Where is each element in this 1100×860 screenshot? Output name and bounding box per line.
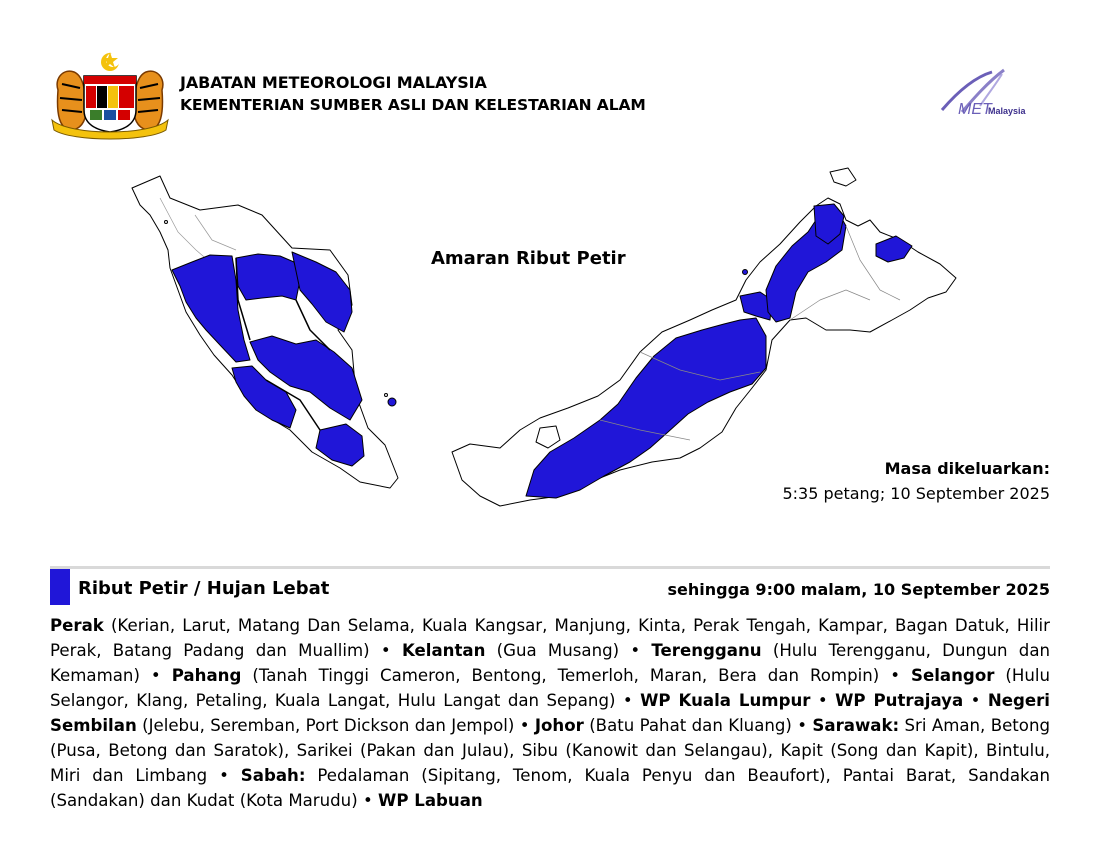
- area-district-list: (Kerian, Larut, Matang Dan Selama, Kuala Kangsar, Manjung, Kinta, Perak Tengah, Kampar, Bagan Datuk, Hilir Perak, Batang Padang dan Muallim): [50, 616, 1050, 660]
- area-state-name: Perak: [50, 616, 104, 635]
- area-state-name: Kelantan: [401, 641, 486, 660]
- area-district-list: (Gua Musang): [485, 641, 631, 660]
- logo-text-main: MET: [958, 101, 992, 118]
- warning-type-label: Ribut Petir / Hujan Lebat: [78, 578, 330, 599]
- area-state-name: Pahang: [171, 666, 242, 685]
- area-district-list: (Batu Pahat dan Kluang): [583, 716, 798, 735]
- area-separator: •: [622, 691, 641, 710]
- peninsular-malaysia-map: [132, 176, 398, 488]
- area-separator: •: [362, 791, 379, 810]
- area-district-list: (Hulu Terengganu, Dungun dan Kemaman): [50, 641, 1051, 685]
- area-separator: •: [519, 716, 535, 735]
- area-state-name: Sabah:: [240, 766, 306, 785]
- area-separator: •: [630, 641, 652, 660]
- issued-time-label: Masa dikeluarkan:: [884, 459, 1050, 478]
- logo-text-sub: Malaysia: [988, 106, 1026, 116]
- area-district-list: [963, 691, 970, 710]
- section-divider: [50, 566, 1050, 569]
- kelantan-warning-region: [236, 254, 300, 300]
- area-state-name: Negeri Sembilan: [50, 691, 1050, 735]
- area-district-list: (Jelebu, Seremban, Port Dickson dan Jempol): [136, 716, 520, 735]
- area-separator: •: [380, 641, 402, 660]
- area-separator: •: [797, 716, 813, 735]
- area-state-name: WP Kuala Lumpur: [640, 691, 811, 710]
- ministry-name: KEMENTERIAN SUMBER ASLI DAN KELESTARIAN ALAM: [180, 96, 646, 114]
- organization-name: JABATAN METEOROLOGI MALAYSIA: [180, 73, 487, 92]
- area-district-list: Sri Aman, Betong (Pusa, Betong dan Saratok), Sarikei (Pakan dan Julau), Sibu (Kanowit dan Selangau), Kapit (Song dan Kapit), Bintulu, Miri dan Limbang: [50, 716, 1050, 785]
- area-separator: •: [970, 691, 988, 710]
- area-separator: •: [219, 766, 241, 785]
- area-district-list: [810, 691, 817, 710]
- area-separator: •: [890, 666, 912, 685]
- warning-valid-until: sehingga 9:00 malam, 10 September 2025: [667, 580, 1050, 599]
- affected-areas-list: [50, 613, 1050, 813]
- area-district-list: Pedalaman (Sipitang, Tenom, Kuala Penyu dan Beaufort), Pantai Barat, Sandakan (Sandakan) dan Kudat (Kota Marudu): [50, 766, 1050, 810]
- area-state-name: Selangor: [911, 666, 995, 685]
- area-state-name: Terengganu: [651, 641, 762, 660]
- area-state-name: WP Putrajaya: [835, 691, 964, 710]
- area-separator: •: [150, 666, 172, 685]
- area-district-list: (Hulu Selangor, Klang, Petaling, Kuala Langat, Hulu Langat dan Sepang): [50, 666, 1051, 710]
- issued-time-block: [782, 456, 1050, 506]
- area-district-list: (Tanah Tinggi Cameron, Bentong, Temerloh, Maran, Bera dan Rompin): [241, 666, 891, 685]
- warning-color-swatch: [50, 569, 70, 605]
- area-state-name: Sarawak:: [812, 716, 900, 735]
- issued-time-value: 5:35 petang; 10 September 2025: [782, 484, 1050, 503]
- map-title: Amaran Ribut Petir: [431, 248, 626, 269]
- area-state-name: Johor: [534, 716, 584, 735]
- area-separator: •: [817, 691, 836, 710]
- area-state-name: WP Labuan: [378, 791, 483, 810]
